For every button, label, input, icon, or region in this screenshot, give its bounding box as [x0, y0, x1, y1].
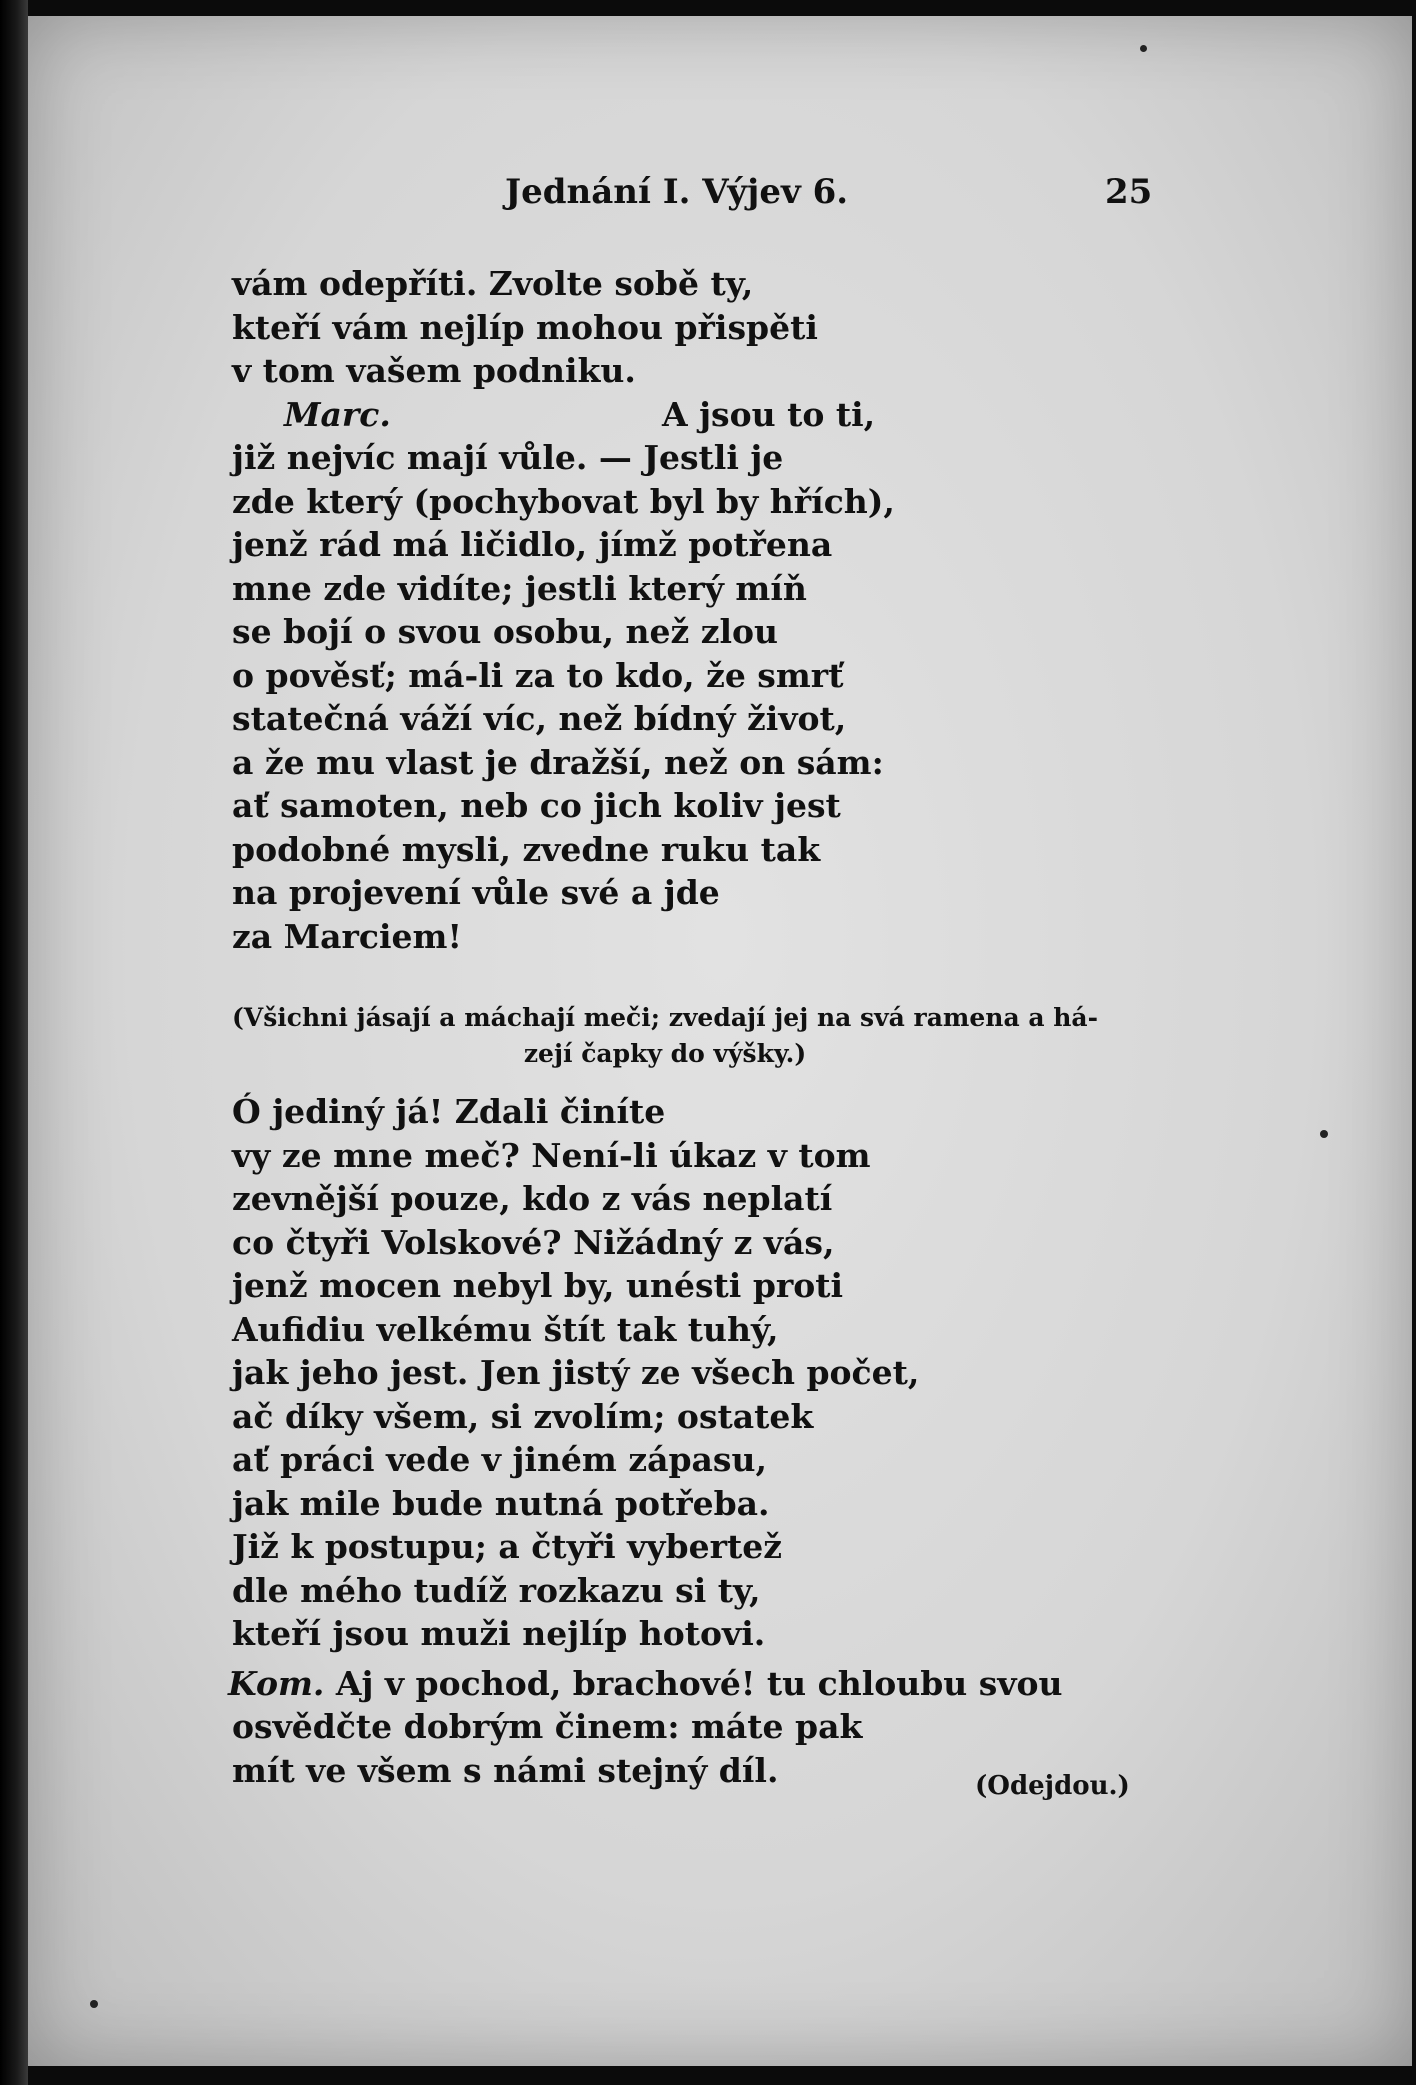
text-line: mít ve všem s námi stejný díl.	[232, 1750, 779, 1790]
speech-kom	[228, 1662, 1232, 1706]
page-header	[0, 172, 1416, 222]
text-line: již nejvíc mají vůle. — Jestli je	[232, 438, 784, 477]
text-line: A jsou to ti,	[662, 394, 876, 434]
text-line: kteří jsou muži nejlíp hotovi.	[232, 1614, 766, 1653]
book-spine-shadow	[0, 0, 28, 2085]
text-line: mne zde vidíte; jestli který míň	[232, 568, 807, 608]
text-line: dle mého tudíž rozkazu si ty,	[232, 1570, 761, 1610]
running-title: Jednání I. Výjev 6.	[505, 172, 849, 212]
play-text	[232, 262, 1232, 958]
text-line: na projevení vůle své a jde	[232, 873, 720, 912]
text-line: co čtyři Volskové? Nižádný z vás,	[232, 1222, 835, 1262]
speech-marc	[232, 393, 1232, 437]
text-line: ať práci vede v jiném zápasu,	[232, 1440, 767, 1479]
speaker-name: Marc.	[284, 394, 391, 434]
text-line: v tom vašem podniku.	[232, 351, 636, 390]
scan-speck	[1320, 1130, 1328, 1138]
text-line: ač díky všem, si zvolím; ostatek	[232, 1396, 814, 1436]
text-line: ať samoten, neb co jich koliv jest	[232, 786, 841, 825]
stage-direction-line: zejí čapky do výšky.)	[523, 1039, 807, 1068]
text-line: za Marciem!	[232, 916, 462, 956]
play-text-continued	[228, 1090, 1232, 1792]
speaker-name: Kom.	[228, 1663, 325, 1703]
text-line: podobné mysli, zvedne ruku tak	[232, 829, 821, 869]
text-line: zde který (pochybovat byl by hřích),	[232, 481, 895, 521]
text-line: Aj v pochod, brachové! tu chloubu svou	[324, 1663, 1063, 1703]
text-line: jak jeho jest. Jen jistý ze všech počet,	[232, 1353, 920, 1392]
stage-direction-line: (Všichni jásají a máchají meči; zvedají jej na svá ramena a há-	[231, 1003, 1099, 1032]
text-line: jenž rád má ličidlo, jímž potřena	[232, 525, 833, 564]
text-line: o pověsť; má-li za to kdo, že smrť	[232, 655, 844, 695]
text-line: statečná váží víc, než bídný život,	[232, 699, 847, 738]
text-line: kteří vám nejlíp mohou přispěti	[232, 307, 818, 347]
text-line: Aufidiu velkému štít tak tuhý,	[232, 1309, 779, 1349]
text-line: jenž mocen nebyl by, unésti proti	[232, 1266, 844, 1305]
text-line: vy ze mne meč? Není-li úkaz v tom	[232, 1135, 871, 1175]
text-line: vám odepříti. Zvolte sobě ty,	[232, 264, 754, 303]
scan-speck	[1140, 45, 1147, 52]
text-line: osvědčte dobrým činem: máte pak	[232, 1707, 863, 1746]
text-line: Ó jediný já! Zdali činíte	[232, 1092, 666, 1131]
exit-direction: (Odejdou.)	[975, 1771, 1130, 1801]
page-number: 25	[1105, 172, 1153, 212]
scan-speck	[90, 2000, 98, 2008]
text-line: se bojí o svou osobu, než zlou	[232, 612, 778, 651]
text-line: a že mu vlast je dražší, než on sám:	[232, 742, 884, 782]
text-line: Již k postupu; a čtyři vybertež	[232, 1527, 782, 1566]
stage-direction	[190, 1000, 1140, 1072]
text-line: jak mile bude nutná potřeba.	[232, 1483, 770, 1523]
text-line: zevnější pouze, kdo z vás neplatí	[232, 1179, 833, 1218]
